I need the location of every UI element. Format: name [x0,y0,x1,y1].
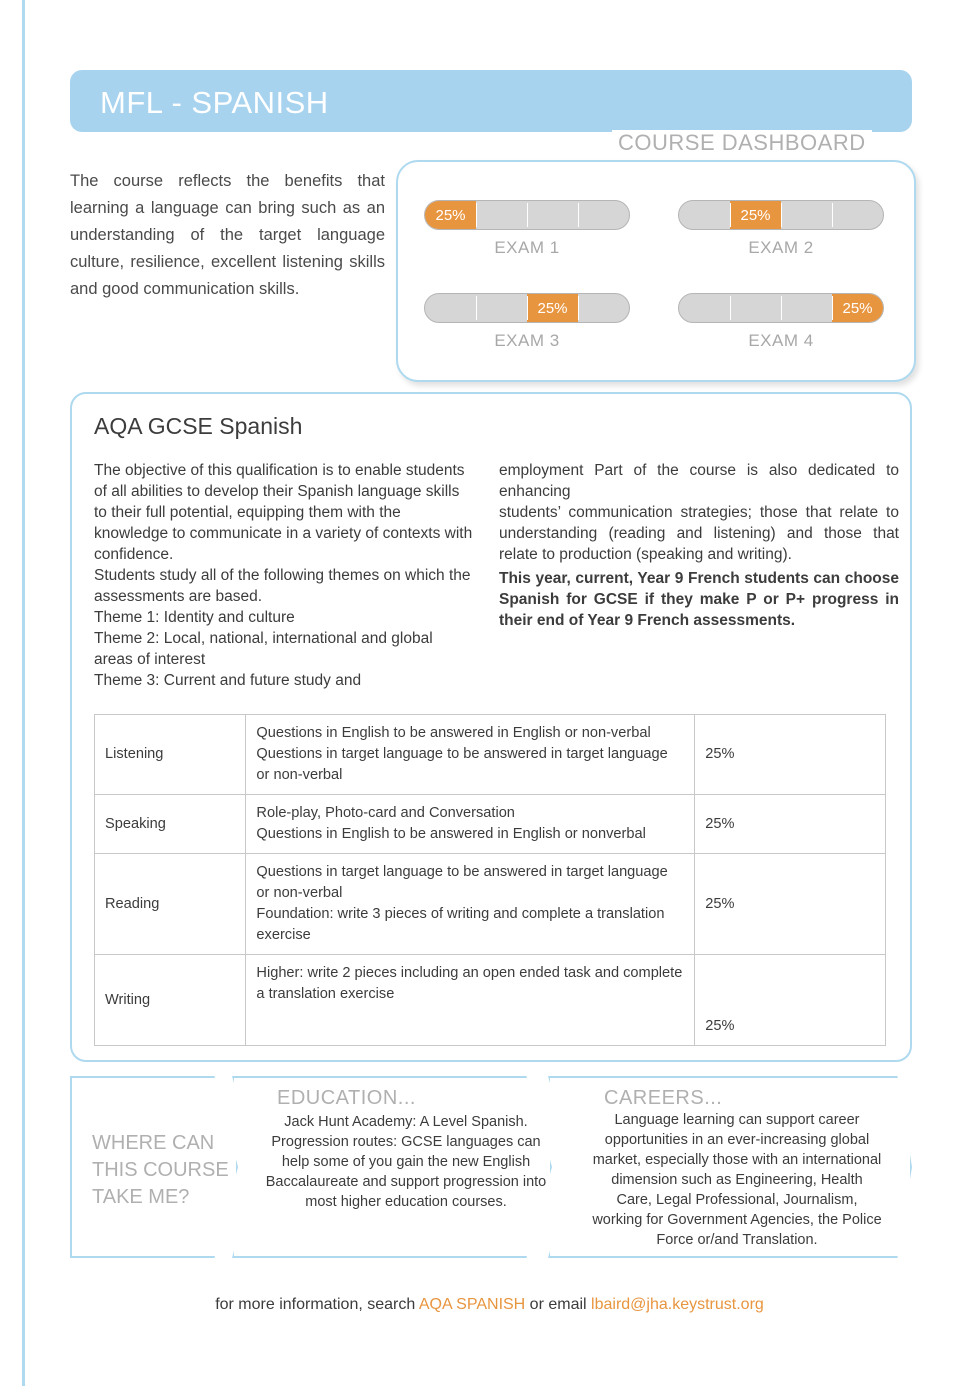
skill-cell: Listening [95,715,246,795]
skill-cell: Reading [95,854,246,955]
dashboard-title: COURSE DASHBOARD [612,130,872,156]
footer-info [0,1296,979,1314]
exam-4-progress-fill: 25% [832,294,883,322]
exam-4-label: EXAM 4 [748,331,814,350]
skill-cell: Speaking [95,795,246,854]
table-row [95,854,886,955]
page-title: MFL - SPANISH [100,85,329,120]
careers-text: Language learning can support career opportunities in an ever-increasing global market, especially those with an international dimension such as Engineering, Health Care, Legal Professional, Journalism, working for Government Agencies, the Police Force or/and Translation. [592,1112,882,1248]
education-text: Jack Hunt Academy: A Level Spanish. Progression routes: GCSE languages can help some of you gain the new English Baccalaureate and support progression into most higher education courses. [265,1114,547,1210]
careers-title: CAREERS... [604,1087,723,1109]
exam-1-progress-fill: 25% [425,201,476,229]
intro-paragraph: The course reflects the benefits that learning a language can bring such as an understanding of the target language culture, resilience, excellent listening skills and good communication skills. [70,172,385,298]
exam-2-label: EXAM 2 [748,238,814,257]
percent-cell: 25% [695,854,886,955]
description-cell: Role-play, Photo-card and Conversation Questions in English to be answered in English or nonverbal [246,795,695,854]
skill-cell: Writing [95,955,246,1046]
course-detail-text: employment Part of the course is also dedicated to enhancing students’ communication strategies; those that relate to understanding (reading and listening) and those that relate to production (speaking and writing). [499,462,899,563]
education-title: EDUCATION... [277,1087,416,1109]
exam-3-progress-group [424,293,630,351]
exam-1-progress-group [424,200,630,258]
left-rail-decoration [22,0,25,1386]
exam-2-progress-fill: 25% [730,201,781,229]
footer-email-link[interactable]: lbaird@jha.keystrust.org [591,1296,764,1313]
percent-cell: 25% [695,795,886,854]
table-row [95,955,886,1046]
course-objective-text: The objective of this qualification is to enable students of all abilities to develop their Spanish language skills to their full potential, equipping them with the knowledge to communicate in a variety of contexts with confidence. Students study all of the following themes on which the assessments are based. Theme 1: Identity and culture Theme 2: Local, national, international and global areas of interest Theme 3: Current and future study and [94,462,473,689]
footer-search-term: AQA SPANISH [418,1296,526,1313]
exam-3-progress-fill: 25% [527,294,578,322]
assessment-table [94,714,886,1046]
table-row [95,715,886,795]
exam-3-label: EXAM 3 [494,331,560,350]
percent-cell: 25% [695,715,886,795]
exam-4-progress-track [678,293,884,323]
exam-3-progress-track [424,293,630,323]
table-row [95,795,886,854]
footer-prefix: for more information, search [215,1296,419,1313]
description-cell: Higher: write 2 pieces including an open ended task and complete a translation exercise [246,955,695,1046]
exam-4-progress-group [678,293,884,351]
exam-1-label: EXAM 1 [494,238,560,257]
where-arrow-label: WHERE CAN THIS COURSE TAKE ME? [92,1132,229,1208]
description-cell: Questions in English to be answered in English or non-verbal Questions in target language to be answered in target language or non-verbal [246,715,695,795]
course-progress-note: This year, current, Year 9 French students can choose Spanish for GCSE if they make P or P+ progress in their end of Year 9 French assessments. [499,570,899,629]
exam-2-progress-track [678,200,884,230]
exam-2-progress-group [678,200,884,258]
footer-middle: or email [525,1296,592,1313]
percent-cell: 25% [695,955,886,1046]
exam-1-progress-track [424,200,630,230]
course-title: AQA GCSE Spanish [94,413,303,439]
description-cell: Questions in target language to be answered in target language or non-verbal Foundation: write 3 pieces of writing and complete a translation exercise [246,854,695,955]
course-detail-column [499,460,899,631]
